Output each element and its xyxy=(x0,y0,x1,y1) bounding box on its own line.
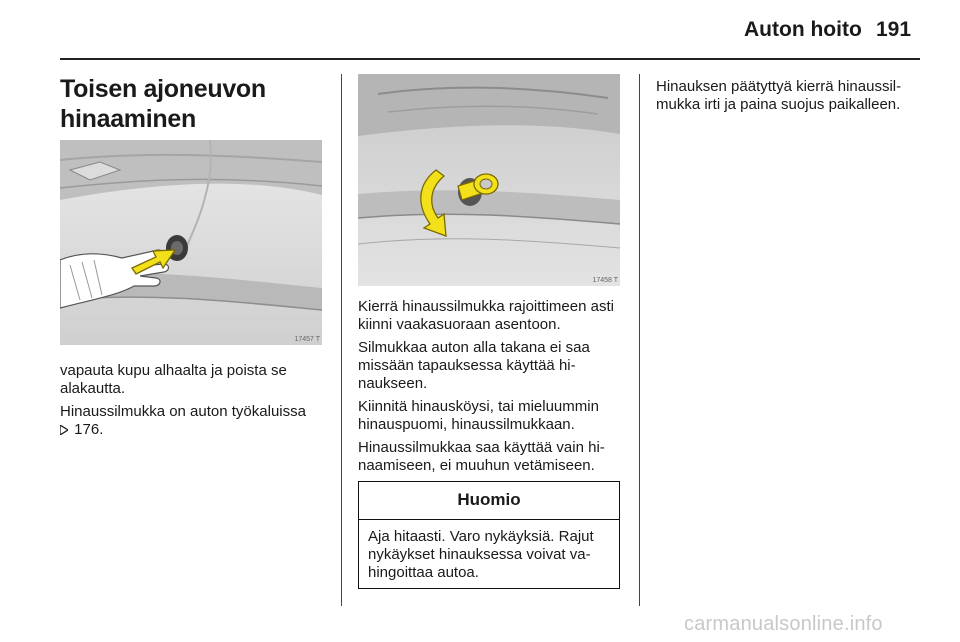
col2-paragraph-4: Hinaussilmukkaa saa käyttää vain hi-naamiseen, ei muuhun vetämiseen. xyxy=(358,439,605,474)
col1-paragraph-2-text: Hinaussilmukka on auton työkaluissa xyxy=(60,403,306,420)
page-number: 191 xyxy=(876,18,912,41)
header-divider xyxy=(60,58,920,60)
col2-paragraph-3: Kiinnitä hinausköysi, tai mieluummin hinauspuomi, hinaussilmukkaan. xyxy=(358,398,599,433)
figure-code-1: 17457 T xyxy=(294,336,320,343)
column-divider-1 xyxy=(341,74,342,606)
col3-paragraph-1: Hinauksen päätyttyä kierrä hinaussil-mukka irti ja paina suojus paikalleen. xyxy=(656,78,902,113)
figure-code-2: 17458 T xyxy=(592,277,618,284)
col2-paragraph-1: Kierrä hinaussilmukka rajoittimeen asti kiinni vaakasuoraan asentoon. xyxy=(358,298,614,333)
arrow-reference-icon xyxy=(60,422,68,432)
running-header-title: Auton hoito xyxy=(744,18,862,41)
col1-page-reference[interactable]: 176. xyxy=(74,421,104,438)
note-heading: Huomio xyxy=(359,482,619,520)
figure-remove-cover xyxy=(60,140,322,345)
col1-paragraph-1: vapauta kupu alhaalta ja poista se alakautta. xyxy=(60,362,287,397)
note-box xyxy=(358,481,620,589)
section-title-line-2: hinaaminen xyxy=(60,105,196,133)
col1-paragraph-2 xyxy=(60,403,330,439)
figure-screw-towing-eye xyxy=(358,74,620,286)
col2-paragraph-2: Silmukkaa auton alla takana ei saa missään tapauksessa käyttää hi-naukseen. xyxy=(358,339,590,392)
note-text: Aja hitaasti. Varo nykäyksiä. Rajut nykäykset hinauksessa voivat va-hingoittaa autoa. xyxy=(368,528,594,581)
column-divider-2 xyxy=(639,74,640,606)
section-title-line-1: Toisen ajoneuvon xyxy=(60,75,266,103)
figure-remove-cover-illustration xyxy=(60,140,322,345)
figure-screw-towing-eye-illustration xyxy=(358,74,620,286)
watermark: carmanualsonline.info xyxy=(684,613,883,635)
section-title xyxy=(60,74,330,134)
